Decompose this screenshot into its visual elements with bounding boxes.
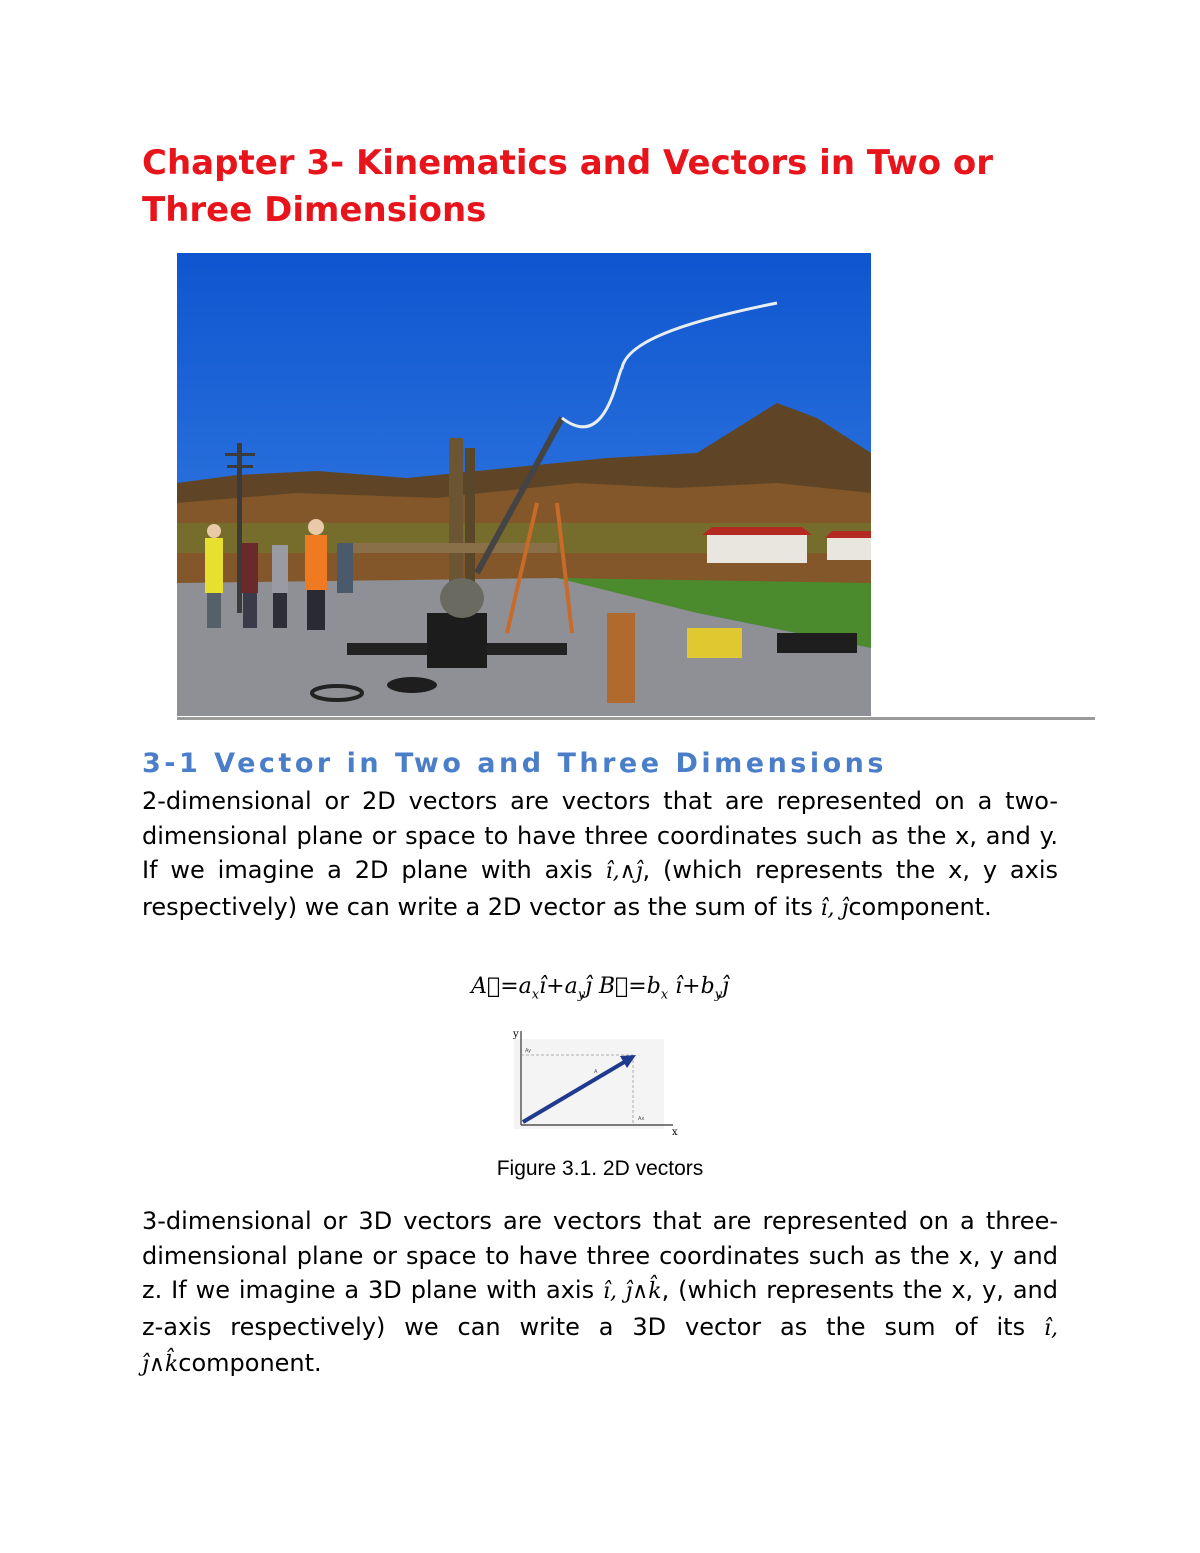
paragraph-text: 2-dimensional or 2D vectors are vectors that are represented on a two-dimensional plane or space to have three coordinates such as the x, and y. If we imagine a 2D plane with axis	[142, 787, 1058, 884]
axis-symbols: î, ĵ∧k̂	[603, 1279, 662, 1304]
figure-caption: Figure 3.1. 2D vectors	[496, 1157, 704, 1180]
paragraph-text: component.	[848, 892, 992, 921]
eq-sub: y	[577, 987, 586, 1003]
horizontal-rule	[177, 717, 1095, 720]
eq-part: ĵ	[722, 974, 729, 999]
paragraph-3d-vectors	[142, 1204, 1058, 1383]
vector-diagram	[508, 1025, 683, 1137]
paragraph-2d-vectors	[142, 784, 1058, 926]
eq-part: A⃗	[471, 974, 501, 999]
chapter-title: Chapter 3- Kinematics and Vectors in Two or Three Dimensions	[142, 143, 994, 230]
paragraph-text: component.	[178, 1349, 322, 1377]
y-axis-label: y	[513, 1029, 519, 1040]
vector-equation	[300, 974, 900, 1002]
component-symbols: î, ĵ	[820, 895, 849, 921]
ax-label: Ax	[638, 1116, 645, 1122]
paragraph-text: , (which represents the x, y, and z-axis respectively) we can write a 3D vector as the sum of its	[142, 1276, 1058, 1341]
axis-symbols: î,∧ĵ	[605, 859, 643, 884]
catapult-launch-photo	[177, 253, 871, 716]
eq-part: ĵ B⃗=b	[585, 974, 661, 999]
paragraph-text: 3-dimensional or 3D vectors are vectors that are represented on a three-dimensional plane or space to have three coordinates such as the x, y and z. If we imagine a 3D plane with axis	[142, 1207, 1058, 1304]
eq-part: î+a	[539, 974, 578, 999]
eq-sub: x	[660, 987, 669, 1003]
ay-label: Ay	[525, 1048, 532, 1054]
eq-sub: y	[714, 987, 723, 1003]
eq-part: î+b	[668, 974, 715, 999]
component-symbols: î, ĵ∧k̂	[142, 1315, 1058, 1377]
x-axis-label: x	[672, 1127, 678, 1137]
a-label: A	[594, 1069, 598, 1075]
section-heading: 3-1 Vector in Two and Three Dimensions	[142, 748, 887, 779]
eq-sub: x	[531, 987, 540, 1003]
paragraph-text: , (which represents the x, y axis respectively) we can write a 2D vector as the sum of its	[142, 856, 1058, 921]
eq-part: =a	[500, 974, 532, 999]
